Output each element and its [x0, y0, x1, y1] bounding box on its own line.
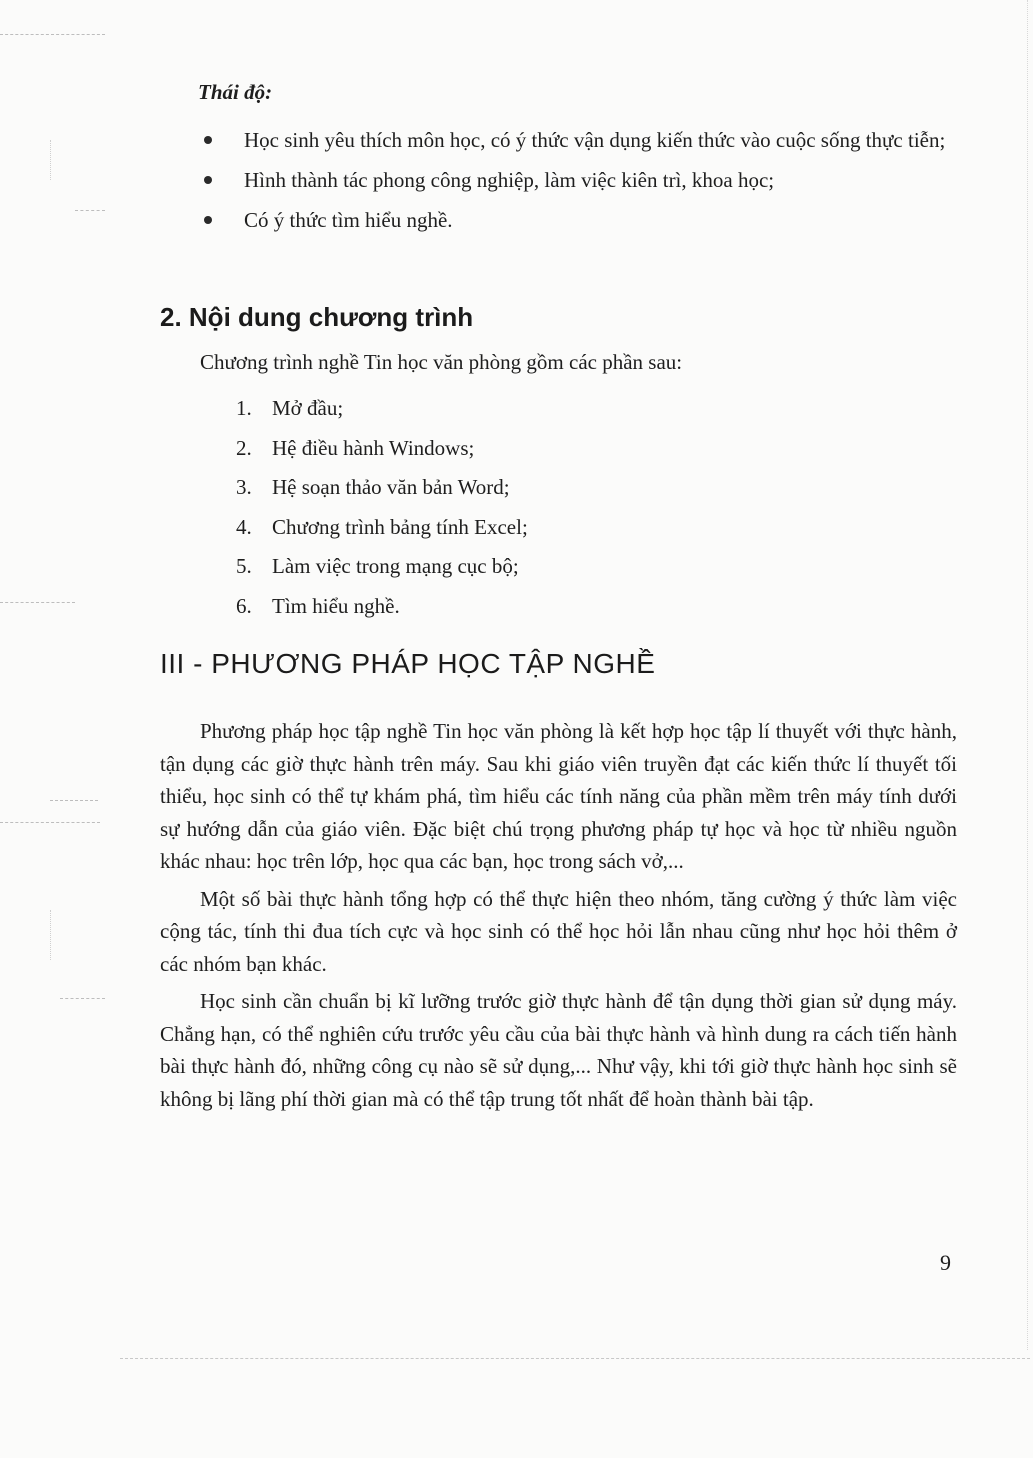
list-item [236, 432, 528, 472]
program-parts-list [236, 392, 528, 629]
paragraph: Một số bài thực hành tổng hợp có thể thực hiện theo nhóm, tăng cường ý thức làm việc cộng tác, tính thi đua tích cực và học sinh có thể học hỏi lẫn nhau cũng như học hỏi thêm ở các nhóm bạn khác. [160, 886, 957, 976]
list-item [236, 590, 528, 630]
list-item-text: Mở đầu; [272, 396, 344, 420]
bullet-text: Có ý thức tìm hiểu nghề. [244, 208, 453, 232]
list-item-text: Tìm hiểu nghề. [272, 593, 400, 618]
bullet-item [198, 124, 958, 156]
page-number: 9 [940, 1250, 951, 1275]
bullet-item [198, 164, 958, 196]
section-3-body [160, 715, 957, 1120]
bullet-icon [204, 216, 212, 224]
scan-artifact-line [50, 800, 98, 801]
list-item [236, 392, 528, 432]
list-item-number: 2. [236, 435, 252, 460]
attitude-bullet-list [198, 124, 958, 244]
list-item [236, 511, 528, 551]
scan-artifact-line [60, 998, 105, 999]
list-item-number: 4. [236, 514, 252, 539]
scan-artifact-line [75, 210, 105, 211]
section-2-intro: Chương trình nghề Tin học văn phòng gồm các phần sau: [200, 350, 683, 374]
paragraph: Học sinh cần chuẩn bị kĩ lưỡng trước giờ thực hành để tận dụng thời gian sử dụng máy. Chẳng hạn, có thể nghiên cứu trước yêu cầu của bài thực hành và hình dung ra cách tiến hành bài thực hành đó, những công cụ nào sẽ sử dụng,... Như vậy, khi tới giờ thực hành học sinh sẽ không bị lãng phí thời gian mà có thể tập trung tốt nhất để hoàn thành bài tập. [160, 989, 957, 1111]
bullet-icon [204, 176, 212, 184]
scan-artifact-line [1027, 0, 1028, 1350]
section-3-heading: III - PHƯƠNG PHÁP HỌC TẬP NGHỀ [160, 648, 656, 679]
section-2-heading: 2. Nội dung chương trình [160, 302, 474, 332]
list-item-number: 3. [236, 475, 252, 499]
bullet-text: Hình thành tác phong công nghiệp, làm việc kiên trì, khoa học; [244, 168, 775, 192]
bullet-icon [204, 136, 212, 144]
scan-artifact-line [0, 34, 105, 35]
list-item [236, 550, 528, 590]
list-item-text: Hệ soạn thảo văn bản Word; [272, 475, 510, 499]
scan-artifact-line [0, 602, 75, 603]
list-item-number: 5. [236, 554, 252, 578]
list-item-number: 1. [236, 396, 252, 420]
list-item-text: Hệ điều hành Windows; [272, 435, 475, 460]
bullet-item [198, 204, 958, 236]
scan-artifact-line [50, 910, 51, 960]
scan-artifact-line [120, 1358, 1030, 1359]
list-item-number: 6. [236, 593, 252, 618]
list-item [236, 471, 528, 511]
paragraph: Phương pháp học tập nghề Tin học văn phòng là kết hợp học tập lí thuyết với thực hành, tận dụng các giờ thực hành trên máy. Sau khi giáo viên truyền đạt các kiến thức lí thuyết tối thiểu, học sinh có thể tự khám phá, tìm hiểu các tính năng của phần mềm trên máy tính dưới sự hướng dẫn của giáo viên. Đặc biệt chú trọng phương pháp tự học và học từ nhiều nguồn khác nhau: học trên lớp, học qua các bạn, học trong sách vở,... [160, 719, 957, 873]
scan-artifact-line [0, 822, 100, 823]
list-item-text: Chương trình bảng tính Excel; [272, 514, 528, 539]
attitude-heading: Thái độ: [198, 80, 273, 104]
scan-artifact-line [50, 140, 51, 180]
list-item-text: Làm việc trong mạng cục bộ; [272, 554, 519, 578]
bullet-text: Học sinh yêu thích môn học, có ý thức vận dụng kiến thức vào cuộc sống thực tiễn; [244, 128, 946, 152]
